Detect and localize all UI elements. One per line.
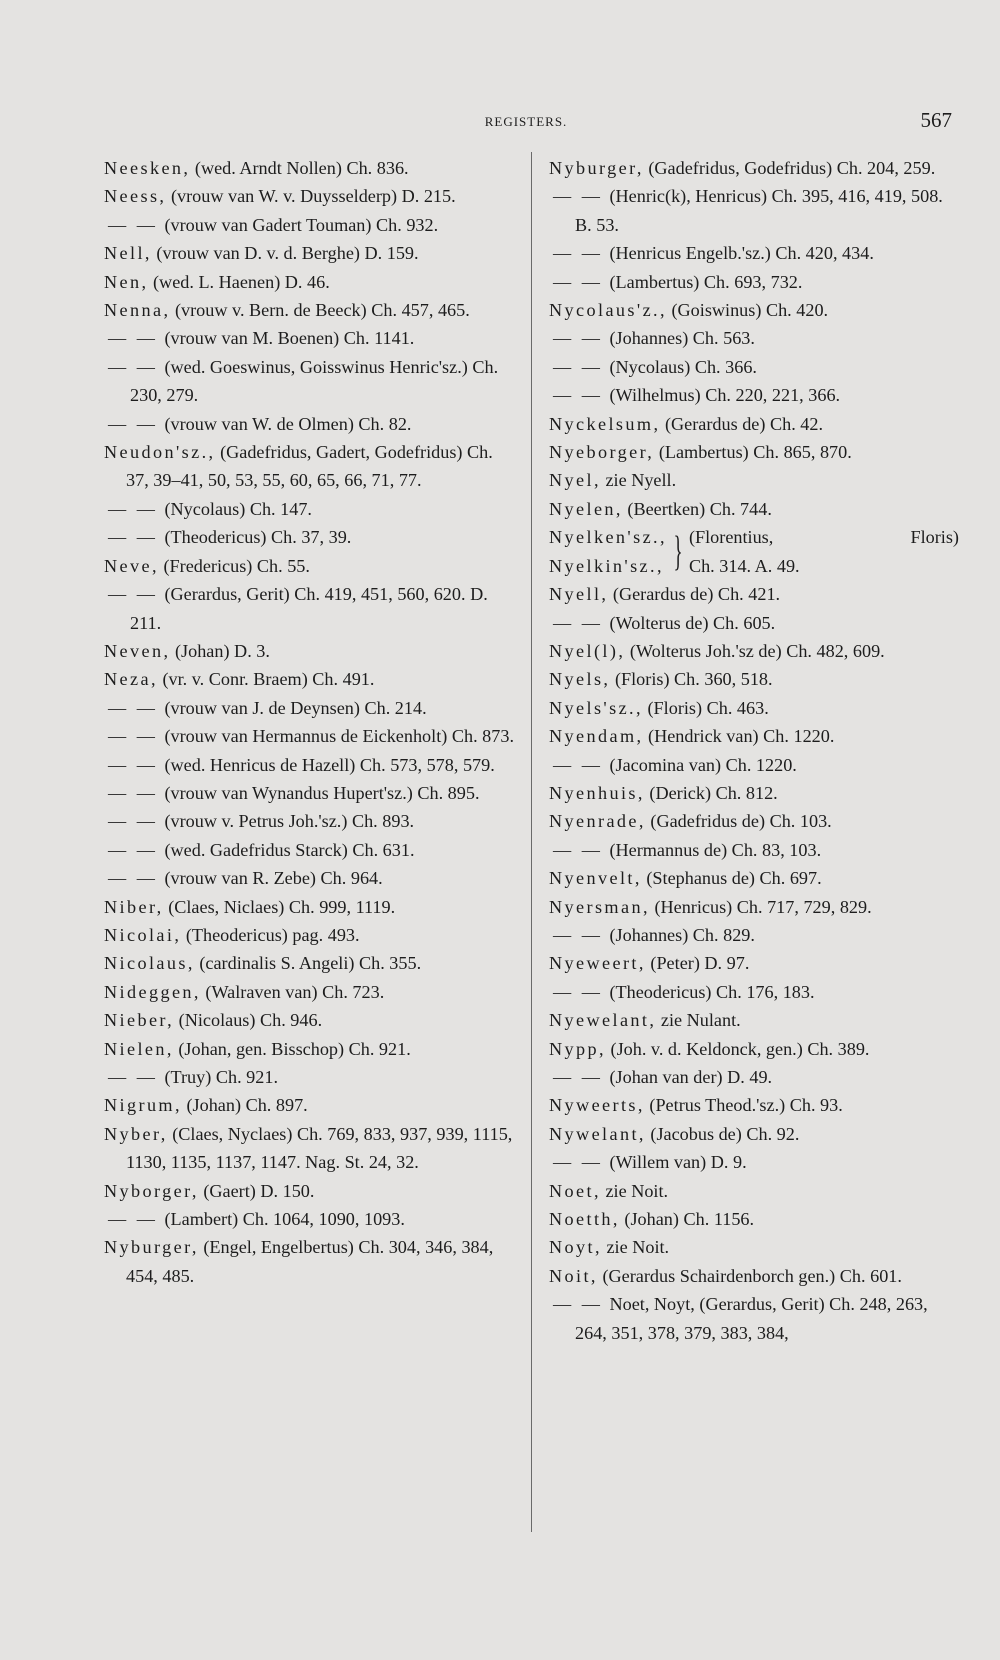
sub-entry [108,410,514,438]
sub-entry [553,836,959,864]
headword: Nigrum, [104,1095,182,1116]
entry-text: (Florentius, [688,527,774,548]
headword: Neesken, [104,158,191,178]
index-entry [104,182,514,210]
entry-text: (Gaert) D. 150. [198,1180,315,1201]
sub-entry [108,779,514,807]
headword: Nywelant, [549,1123,646,1144]
index-entry [104,1035,514,1063]
index-entry [104,949,514,977]
headword: Nyweerts, [549,1095,645,1116]
headword: Noyt, [549,1237,602,1258]
ditto-dash: — — [108,726,158,747]
bracketed-text [689,523,959,580]
sub-entry [553,921,959,949]
index-entry [549,296,959,324]
entry-text: (Claes, Nyclaes) Ch. 769, 833, 937, 939, 1115, 1130, 1135, 1137, 1147. Nag. St. 24, 32. [126,1123,513,1173]
entry-text: (Gadefridus de) Ch. 103. [645,811,832,832]
headword: Nideggen, [104,981,201,1002]
entry-text: (wed. Goeswinus, Goisswinus Henric'sz.) Ch. 230, 279. [130,356,499,406]
entry-text: (Goiswinus) Ch. 420. [666,300,829,321]
entry-text: (Henricus Engelb.'sz.) Ch. 420, 434. [604,243,874,264]
ditto-dash: — — [553,328,603,349]
entry-text: (Engel, Engelbertus) Ch. 304, 346, 384, 454, 485. [126,1237,494,1286]
entry-text: (Theodericus) Ch. 176, 183. [604,981,815,1002]
right-column-part-b [549,580,959,1347]
index-entry [104,665,514,693]
headword: Noit, [549,1265,598,1286]
index-entry [104,438,514,495]
headword: Neven, [104,640,171,661]
headword: Nyeweert, [549,953,646,974]
entry-text: (Floris) Ch. 360, 518. [610,669,773,690]
headword: Nieber, [104,1010,175,1031]
ditto-dash: — — [108,584,158,605]
index-entry [549,722,959,750]
entry-text: (Petrus Theod.'sz.) Ch. 93. [644,1095,843,1116]
sub-entry [108,722,514,750]
headword: Nyckelsum, [549,413,661,434]
entry-text: Ch. 314. A. 49. [688,555,800,576]
entry-text: (Johannes) Ch. 563. [604,328,755,349]
headword: Nyel, [549,470,601,491]
sub-entry [553,1290,959,1347]
bracketed-headwords [549,523,667,580]
running-head [100,108,952,134]
entry-text: (Beertken) Ch. 744. [622,498,772,519]
index-entry [104,1177,514,1205]
ditto-dash: — — [108,1067,158,1087]
ditto-dash: — — [108,697,158,718]
index-entry [104,154,514,182]
index-entry [104,893,514,921]
headword: Nyenhuis, [549,782,645,803]
headword: Nyburger, [549,158,644,178]
running-title: REGISTERS. [484,114,568,129]
headword: Nenna, [104,300,171,321]
entry-text: zie Nulant. [656,1010,741,1031]
entry-text: (Walraven van) Ch. 723. [200,981,385,1002]
headword: Nyelkin'sz., [549,555,664,576]
entry-text: (Lambertus) Ch. 865, 870. [654,442,852,463]
entry-text: (Hermannus de) Ch. 83, 103. [604,839,822,860]
entry-text: (Johan) Ch. 897. [181,1095,308,1116]
sub-entry [553,324,959,352]
ditto-dash: — — [108,527,158,548]
headword: Nyenrade, [549,811,646,832]
sub-entry [108,1063,514,1091]
sub-entry [108,751,514,779]
headword: Nyell, [549,584,609,605]
index-entry [549,410,959,438]
sub-entry [108,495,514,523]
entry-text: (vrouw van Hermannus de Eickenholt) Ch. 873. [159,726,514,747]
entry-text: (wed. Arndt Nollen) Ch. 836. [190,158,409,178]
entry-text: zie Noit. [601,1237,670,1258]
ditto-dash: — — [553,924,603,945]
entry-text: (vrouw van M. Boenen) Ch. 1141. [159,328,415,349]
headword: Nyels'sz., [549,697,643,718]
index-entry [549,154,959,182]
sub-entry [553,239,959,267]
entry-text: (Gerardus de) Ch. 42. [660,413,824,434]
index-entry [549,1233,959,1261]
index-entry [549,864,959,892]
entry-text: (Joh. v. d. Keldonck, gen.) Ch. 389. [605,1038,870,1059]
headword: Nycolaus'z., [549,300,667,321]
index-entry [104,978,514,1006]
ditto-dash: — — [553,271,603,292]
entry-text: (Jacomina van) Ch. 1220. [604,754,797,775]
bracketed-entry [549,523,959,580]
sub-entry [108,836,514,864]
entry-text: (Gadefridus, Godefridus) Ch. 204, 259. [643,158,936,178]
ditto-dash: — — [553,356,603,377]
ditto-dash: — — [553,839,603,860]
index-entry [549,495,959,523]
ditto-dash: — — [108,328,158,349]
entry-text: (Lambertus) Ch. 693, 732. [604,271,803,292]
entry-text: (Henricus) Ch. 717, 729, 829. [649,896,872,917]
ditto-dash: — — [553,243,603,264]
index-entry [104,239,514,267]
entry-text: (Stephanus de) Ch. 697. [641,868,822,889]
index-entry [549,1262,959,1290]
entry-text: (wed. Gadefridus Starck) Ch. 631. [159,839,415,860]
entry-text: (Wolterus Joh.'sz de) Ch. 482, 609. [625,640,885,661]
ditto-dash: — — [108,214,158,235]
index-entry [549,438,959,466]
sub-entry [108,807,514,835]
sub-entry [553,268,959,296]
headword: Nell, [104,243,152,264]
index-entry [549,637,959,665]
entry-text: (Floris) Ch. 463. [642,697,769,718]
sub-entry [108,864,514,892]
headword: Nypp, [549,1038,606,1059]
index-entry [549,665,959,693]
ditto-dash: — — [553,1067,603,1087]
ditto-dash: — — [553,1294,603,1315]
index-entry [549,1120,959,1148]
headword: Nen, [104,271,149,292]
entry-text: (Wolterus de) Ch. 605. [604,612,776,633]
entry-text: (vrouw v. Petrus Joh.'sz.) Ch. 893. [159,811,415,832]
ditto-dash: — — [553,981,603,1002]
ditto-dash: — — [553,754,603,775]
headword: Nyersman, [549,896,650,917]
index-entry [549,893,959,921]
entry-text: (Johan) Ch. 1156. [619,1209,755,1230]
index-entry [104,268,514,296]
entry-text: (wed. Henricus de Hazell) Ch. 573, 578, 579. [159,754,495,775]
entry-text: Floris) [910,527,959,548]
entry-text: (Peter) D. 97. [645,953,750,974]
headword: Neve, [104,555,159,576]
headword: Nyelen, [549,498,623,519]
headword: Niber, [104,896,164,917]
index-entry [549,1177,959,1205]
ditto-dash: — — [108,782,158,803]
entry-text: (Nycolaus) Ch. 147. [159,498,312,519]
entry-text: (vrouw v. Bern. de Beeck) Ch. 457, 465. [170,300,470,321]
ditto-dash: — — [108,356,158,377]
entry-text: (Theodericus) pag. 493. [181,924,360,945]
ditto-dash: — — [108,413,158,434]
entry-text: (Gerardus Schairdenborch gen.) Ch. 601. [597,1265,902,1286]
entry-text: zie Nyell. [600,470,677,491]
index-entry [549,466,959,494]
headword: Noet, [549,1180,601,1201]
index-entry [104,552,514,580]
brace-mark: } [673,528,683,575]
ditto-dash: — — [108,498,158,519]
entry-text: (vrouw van W. de Olmen) Ch. 82. [159,413,412,434]
ditto-dash: — — [553,1152,603,1173]
index-entry [549,949,959,977]
headword: Nielen, [104,1038,174,1059]
index-entry [549,779,959,807]
ditto-dash: — — [108,868,158,889]
page-number: 567 [920,108,952,132]
sub-entry [108,580,514,637]
right-column [549,154,959,1347]
sub-entry [553,1063,959,1091]
entry-text: (vrouw van D. v. d. Berghe) D. 159. [151,243,419,264]
headword: Neza, [104,669,158,690]
entry-text: (Johan, gen. Bisschop) Ch. 921. [173,1038,411,1059]
headword: Noetth, [549,1209,620,1230]
headword: Nyburger, [104,1237,199,1258]
entry-text: (Derick) Ch. 812. [644,782,778,803]
entry-text: (Truy) Ch. 921. [159,1067,278,1087]
index-entry [104,637,514,665]
headword: Nicolai, [104,924,182,945]
index-entry [104,921,514,949]
headword: Nyewelant, [549,1010,657,1031]
entry-text: (vrouw van J. de Deynsen) Ch. 214. [159,697,427,718]
entry-text: (Johan van der) D. 49. [604,1067,773,1087]
sub-entry [108,211,514,239]
entry-text: (Gerardus, Gerit) Ch. 419, 451, 560, 620. D. 211. [130,584,488,633]
entry-text: (Nycolaus) Ch. 366. [604,356,757,377]
index-entry [549,807,959,835]
entry-text: (Nicolaus) Ch. 946. [174,1010,323,1031]
entry-text: (vr. v. Conr. Braem) Ch. 491. [157,669,375,690]
sub-entry [553,353,959,381]
entry-text: (wed. L. Haenen) D. 46. [148,271,330,292]
index-entry [104,296,514,324]
sub-entry [108,1205,514,1233]
entry-text: (vrouw van Gadert Touman) Ch. 932. [159,214,439,235]
index-entry [549,1091,959,1119]
sub-entry [108,523,514,551]
entry-text: (Gadefridus, Gadert, Godefridus) Ch. 37, 39–41, 50, 53, 55, 60, 65, 66, 71, 77. [126,442,493,491]
headword: Nyeborger, [549,442,655,463]
entry-text: (Jacobus de) Ch. 92. [645,1123,800,1144]
headword: Nyel(l), [549,640,626,661]
sub-entry [553,609,959,637]
entry-text: (Wilhelmus) Ch. 220, 221, 366. [604,385,841,406]
entry-text: (vrouw van W. v. Duysselderp) D. 215. [166,186,456,207]
sub-entry [108,353,514,410]
index-entry [549,580,959,608]
sub-entry [108,694,514,722]
entry-text: (Fredericus) Ch. 55. [158,555,310,576]
entry-text: (Johan) D. 3. [170,640,270,661]
index-entry [104,1006,514,1034]
headword: Nyels, [549,669,611,690]
ditto-dash: — — [553,612,603,633]
entry-text: (Gerardus de) Ch. 421. [608,584,781,605]
index-entry [104,1091,514,1119]
sub-entry [553,751,959,779]
entry-text: (Claes, Niclaes) Ch. 999, 1119. [163,896,396,917]
sub-entry [108,324,514,352]
ditto-dash: — — [553,385,603,406]
headword: Nyborger, [104,1180,199,1201]
sub-entry [553,1148,959,1176]
index-entry [104,1233,514,1290]
entry-text: (Hendrick van) Ch. 1220. [643,726,835,747]
entry-text: (Willem van) D. 9. [604,1152,747,1173]
entry-text: (vrouw van R. Zebe) Ch. 964. [159,868,383,889]
ditto-dash: — — [108,811,158,832]
headword: Nyelken'sz., [549,527,667,548]
index-entry [549,1205,959,1233]
sub-entry [553,182,959,239]
entry-text: Noet, Noyt, (Gerardus, Gerit) Ch. 248, 263, 264, 351, 378, 379, 383, 384, [575,1294,928,1343]
index-entry [549,1035,959,1063]
entry-text: (Lambert) Ch. 1064, 1090, 1093. [159,1209,405,1230]
headword: Nyenvelt, [549,868,642,889]
entry-text: (Johannes) Ch. 829. [604,924,755,945]
entry-text: (cardinalis S. Angeli) Ch. 355. [194,953,422,974]
sub-entry [553,978,959,1006]
headword: Neudon'sz., [104,442,216,463]
ditto-dash: — — [553,186,603,207]
index-entry [549,694,959,722]
left-column [104,154,514,1290]
headword: Nyendam, [549,726,644,747]
right-column-part-a [549,154,959,523]
column-divider [531,152,532,1532]
index-entry [104,1120,514,1177]
ditto-dash: — — [108,754,158,775]
entry-text: (Henric(k), Henricus) Ch. 395, 416, 419, 508. B. 53. [575,186,943,235]
ditto-dash: — — [108,839,158,860]
entry-text: zie Noit. [600,1180,669,1201]
entry-text: (vrouw van Wynandus Hupert'sz.) Ch. 895. [159,782,480,803]
entry-text: (Theodericus) Ch. 37, 39. [159,527,352,548]
headword: Nicolaus, [104,953,195,974]
ditto-dash: — — [108,1209,158,1230]
index-entry [549,1006,959,1034]
headword: Nyber, [104,1123,168,1144]
sub-entry [553,381,959,409]
headword: Neess, [104,186,167,207]
